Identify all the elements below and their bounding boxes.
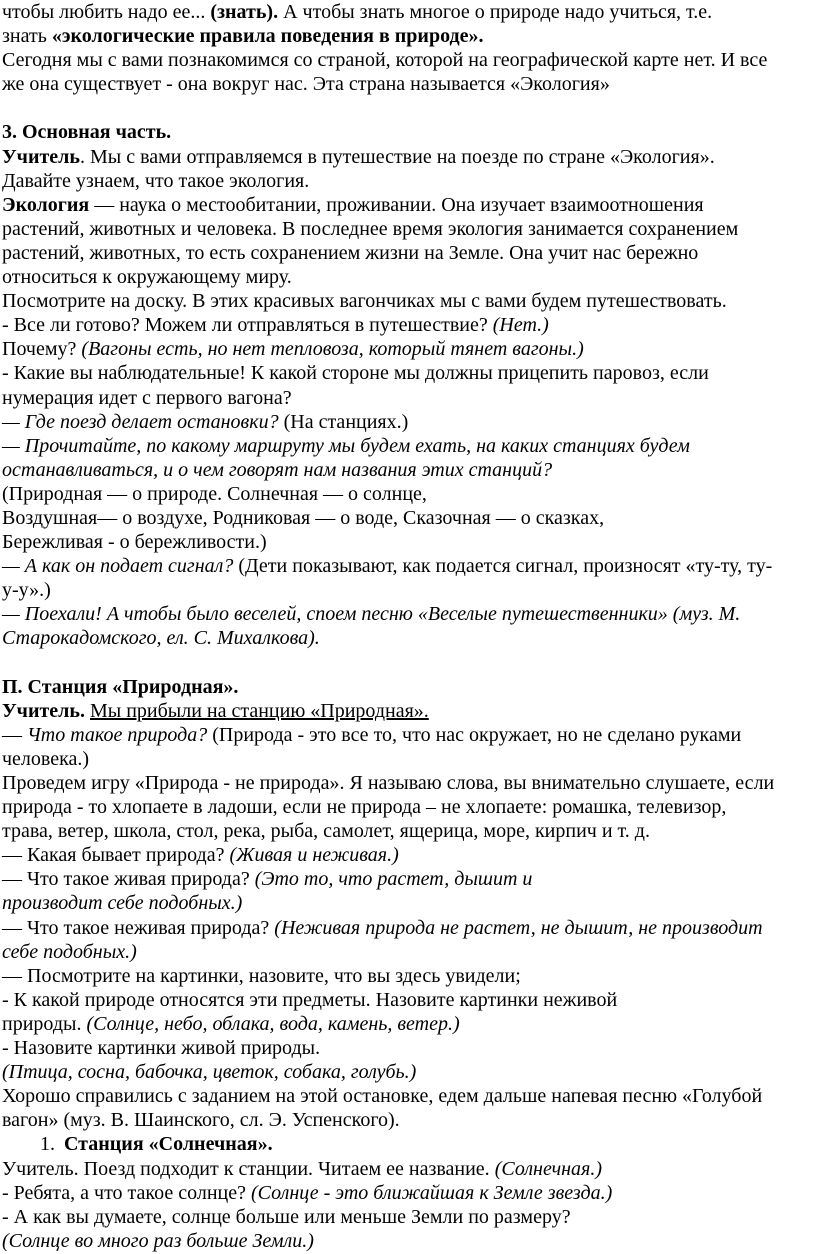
question: Что такое природа?	[27, 723, 208, 746]
speaker-label: Учитель.	[2, 699, 85, 722]
question: — А как он подает сигнал?	[2, 555, 234, 578]
answer: (Нет.)	[492, 314, 549, 337]
paragraph-line: - К какой природе относятся эти предметы. Назовите картинки неживой	[2, 988, 618, 1011]
paragraph-line: трава, ветер, школа, стол, река, рыба, самолет, ящерица, море, кирпич и т. д.	[2, 820, 650, 843]
paragraph-line: нумерация идет с первого вагона?	[2, 386, 292, 409]
text: . Мы с вами отправляемся в путешествие на поезде по стране «Экология».	[79, 145, 715, 168]
paragraph-line: Старокадомского, ел. С. Михалкова).	[2, 627, 320, 650]
bold-text: «экологические правила поведения в природе».	[51, 25, 484, 48]
paragraph-line: относиться к окружающему миру.	[2, 266, 292, 289]
paragraph-line: у-у».)	[2, 579, 51, 602]
answer: (Живая и неживая.)	[229, 844, 399, 867]
intro-line	[2, 0, 812, 24]
paragraph-line	[2, 410, 812, 434]
text: — наука о местообитании, проживании. Она изучает взаимоотношения	[89, 193, 704, 216]
answer: (Солнечная.)	[494, 1157, 603, 1180]
answer: (Солнце, небо, облака, вода, камень, ветер.)	[86, 1012, 460, 1035]
blank-line	[2, 96, 812, 120]
paragraph-line	[2, 193, 812, 217]
paragraph-line: — Поехали! А чтобы было веселей, споем песню «Веселые путешественники» (муз. М.	[2, 603, 741, 626]
paragraph-line: Бережливая - о бережливости.)	[2, 531, 267, 554]
paragraph-line: Хорошо справились с заданием на этой остановке, едем дальше напевая песню «Голубой	[2, 1085, 763, 1108]
text: знать	[2, 25, 52, 48]
paragraph-line	[2, 867, 812, 891]
intro-line: же она существует - она вокруг нас. Эта страна называется «Экология»	[2, 73, 610, 96]
paragraph-line: производит себе подобных.)	[2, 892, 243, 915]
paragraph-line: - Какие вы наблюдательные! К какой стороне мы должны прицепить паровоз, если	[2, 362, 709, 385]
intro-line: Сегодня мы с вами познакомимся со страной, которой на географической карте нет. И все	[2, 49, 768, 72]
paragraph-line	[2, 145, 812, 169]
section-heading: Станция «Солнечная».	[64, 1133, 273, 1156]
numbered-heading	[2, 1132, 812, 1156]
text: — Что такое живая природа?	[2, 868, 255, 891]
text: (Дети показывают, как подается сигнал, произносят «ту-ту, ту-	[233, 555, 773, 578]
text: (На станциях.)	[278, 410, 409, 433]
paragraph-line	[2, 1181, 812, 1205]
paragraph-line	[2, 313, 812, 337]
underlined-text: Мы прибыли на станцию «Природная».	[89, 699, 429, 722]
text: - Ребята, а что такое солнце?	[2, 1181, 251, 1204]
paragraph-line: — Прочитайте, по какому маршруту мы будем ехать, на каких станциях будем	[2, 434, 690, 457]
text: природы.	[2, 1012, 87, 1035]
answer: (Неживая природа не растет, не дышит, не производит	[274, 916, 763, 939]
list-number: 1.	[40, 1133, 55, 1156]
paragraph-line	[2, 1157, 812, 1181]
paragraph-line: растений, животных, то есть сохранением жизни на Земле. Она учит нас бережно	[2, 241, 699, 264]
paragraph-line	[2, 723, 812, 747]
question: — Где поезд делает остановки?	[2, 410, 279, 433]
paragraph-line: (Птица, сосна, бабочка, цветок, собака, голубь.)	[2, 1061, 417, 1084]
paragraph-line: (Солнце во много раз больше Земли.)	[2, 1229, 314, 1252]
text: - Все ли готово? Можем ли отправляться в путешествие?	[2, 314, 493, 337]
text: (Природа - это все то, что нас окружает, но не сделано руками	[207, 723, 742, 746]
answer: (Вагоны есть, но нет тепловоза, который тянет вагоны.)	[81, 338, 584, 361]
text: — Какая бывает природа?	[2, 844, 230, 867]
paragraph-line	[2, 843, 812, 867]
paragraph-line: природа - то хлопаете в ладоши, если не природа – не хлопаете: ромашка, телевизор,	[2, 796, 727, 819]
text: А чтобы знать многое о природе надо учиться, т.е.	[278, 1, 713, 23]
text: —	[2, 723, 27, 746]
paragraph-line: себе подобных.)	[2, 940, 137, 963]
paragraph-line	[2, 337, 812, 361]
intro-line	[2, 24, 812, 48]
paragraph-line	[2, 916, 812, 940]
paragraph-line: - Назовите картинки живой природы.	[2, 1037, 321, 1060]
paragraph-line: вагон» (муз. В. Шаинского, сл. Э. Успенского).	[2, 1109, 400, 1132]
paragraph-line: останавливаться, и о чем говорят нам названия этих станций?	[2, 458, 553, 481]
section-heading: П. Станция «Природная».	[2, 675, 239, 698]
paragraph-line	[2, 554, 812, 578]
paragraph-line	[2, 699, 812, 723]
paragraph-line: Проведем игру «Природа - не природа». Я называю слова, вы внимательно слушаете, если	[2, 772, 775, 794]
answer: (Солнце - это ближайшая к Земле звезда.)	[250, 1181, 613, 1204]
paragraph-line: Давайте узнаем, что такое экология.	[2, 169, 310, 192]
paragraph-line: — Посмотрите на картинки, назовите, что вы здесь увидели;	[2, 964, 521, 987]
text: — Что такое неживая природа?	[2, 916, 275, 939]
bold-text: (знать).	[210, 1, 279, 23]
paragraph-line: Воздушная— о воздухе, Родниковая — о воде, Сказочная — о сказках,	[2, 506, 605, 529]
paragraph-line: растений, животных и человека. В последнее время экология занимается сохранением	[2, 217, 739, 240]
blank-line	[2, 651, 812, 675]
paragraph-line	[2, 1012, 812, 1036]
paragraph-line: - А как вы думаете, солнце больше или меньше Земли по размеру?	[2, 1205, 571, 1228]
section-heading: 3. Основная часть.	[2, 121, 172, 144]
speaker-label: Учитель	[2, 145, 80, 168]
text: чтобы любить надо ее...	[2, 1, 211, 23]
text: Учитель. Поезд подходит к станции. Читаем ее название.	[2, 1157, 495, 1180]
term: Экология	[2, 193, 90, 216]
paragraph-line: (Природная — о природе. Солнечная — о солнце,	[2, 482, 427, 505]
paragraph-line: человека.)	[2, 747, 90, 770]
paragraph-line: Посмотрите на доску. В этих красивых вагончиках мы с вами будем путешествовать.	[2, 290, 727, 313]
answer: (Это то, что растет, дышит и	[254, 868, 533, 891]
text: Почему?	[2, 338, 82, 361]
